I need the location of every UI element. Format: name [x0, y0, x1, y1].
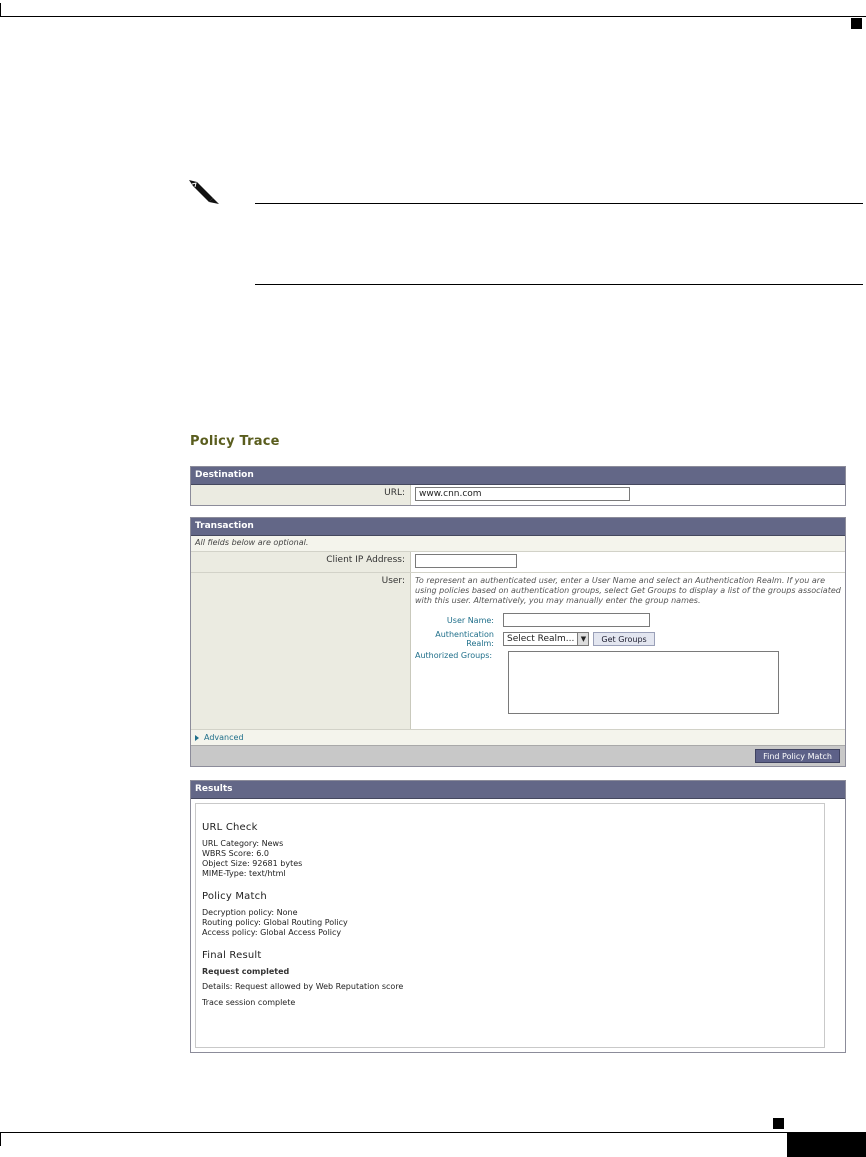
pencil-note-icon	[183, 178, 223, 206]
results-header: Results	[191, 781, 845, 799]
advanced-label: Advanced	[204, 733, 244, 742]
auth-realm-row	[415, 630, 841, 648]
user-row	[191, 572, 845, 729]
url-row	[191, 485, 845, 505]
final-result-details: Details: Request allowed by Web Reputation score	[202, 982, 404, 991]
destination-header: Destination	[191, 467, 845, 485]
policy-match-heading: Policy Match	[202, 891, 267, 902]
transaction-panel	[190, 517, 846, 767]
url-check-line: Object Size: 92681 bytes	[202, 859, 303, 868]
trace-session-status: Trace session complete	[202, 998, 296, 1007]
client-ip-cell	[411, 552, 845, 572]
final-result-heading: Final Result	[202, 950, 262, 961]
top-left-tick	[0, 3, 1, 17]
page-title: Policy Trace	[190, 434, 280, 449]
client-ip-row	[191, 551, 845, 572]
authorized-groups-textarea[interactable]	[508, 651, 779, 714]
user-name-label: User Name:	[446, 615, 494, 625]
url-check-line: URL Category: News	[202, 839, 284, 848]
advanced-toggle[interactable]	[191, 729, 845, 745]
footer-tab	[787, 1132, 866, 1157]
results-content	[195, 803, 825, 1048]
url-cell	[411, 485, 845, 505]
url-label: URL:	[191, 485, 411, 505]
final-result-status: Request completed	[202, 967, 290, 976]
get-groups-button[interactable]: Get Groups	[593, 632, 654, 646]
note-bottom-rule	[255, 284, 863, 285]
destination-panel	[190, 466, 846, 506]
policy-match-line: Decryption policy: None	[202, 908, 298, 917]
url-input[interactable]	[415, 487, 630, 501]
chevron-down-icon[interactable]: ▼	[577, 633, 588, 645]
auth-realm-select[interactable]	[503, 632, 589, 646]
policy-match-line: Access policy: Global Access Policy	[202, 928, 342, 937]
results-panel	[190, 780, 846, 1053]
user-name-row	[415, 613, 841, 627]
footer-rule	[0, 1132, 866, 1133]
user-label: User:	[191, 573, 411, 729]
url-check-heading: URL Check	[202, 822, 258, 833]
triangle-right-icon	[195, 735, 199, 741]
client-ip-input[interactable]	[415, 554, 517, 568]
authorized-groups-label: Authorized Groups:	[415, 651, 493, 660]
auth-realm-label: Authentication Realm:	[435, 630, 494, 648]
user-name-input[interactable]	[503, 613, 650, 627]
header-rule	[0, 16, 866, 17]
client-ip-label: Client IP Address:	[191, 552, 411, 572]
footer-marker	[773, 1118, 784, 1129]
auth-realm-selected: Select Realm...	[507, 634, 575, 644]
optional-note: All fields below are optional.	[191, 536, 845, 551]
user-help-text: To represent an authenticated user, enter a User Name and select an Authentication Realm. If you are using policies based on authentication groups, select Get Groups to display a list of the groups associated with this user. Alternatively, you may manually enter the group names.	[415, 576, 841, 605]
transaction-header: Transaction	[191, 518, 845, 536]
policy-match-line: Routing policy: Global Routing Policy	[202, 918, 348, 927]
find-policy-match-button[interactable]: Find Policy Match	[755, 749, 840, 763]
url-check-line: MIME-Type: text/html	[202, 869, 286, 878]
note-top-rule	[255, 203, 863, 204]
user-cell	[411, 573, 845, 729]
authorized-groups-row	[415, 651, 841, 714]
bottom-left-tick	[0, 1132, 1, 1146]
header-marker	[851, 18, 862, 29]
url-check-line: WBRS Score: 6.0	[202, 849, 269, 858]
transaction-action-bar	[191, 745, 845, 766]
